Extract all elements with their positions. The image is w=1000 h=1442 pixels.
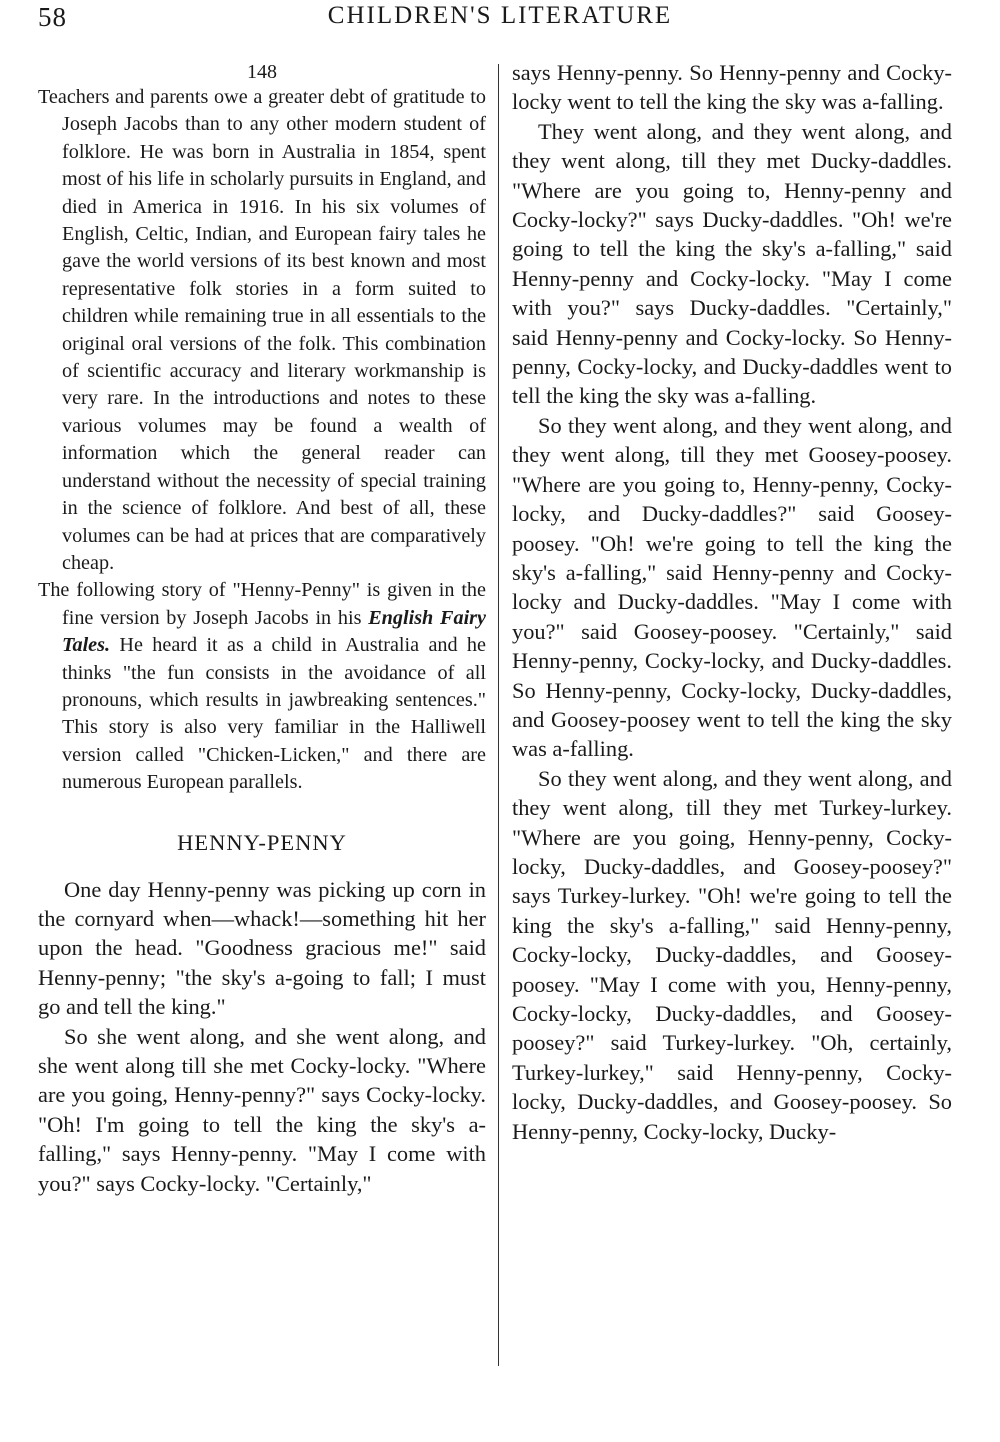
book-title: English Fairy Tales. xyxy=(62,606,486,657)
page-number: 58 xyxy=(38,2,67,32)
right-column xyxy=(512,58,952,1146)
story-title: HENNY-PENNY xyxy=(177,829,347,855)
editor-note: Teachers and parents owe a greater debt of gratitude to Joseph Jacobs than to any other modern student of folklore. He was born in Australia in 1854, spent most of his life in scholarly pursuits in England, and died in America in 1916. In his six volumes of English, Celtic, Indian, and European fairy tales he gave the world versions of its best known and most representative folk stories in a form suited to children while remaining true in all essentials to the original oral versions of the folk. This combination of scientific accuracy and literary workmanship is very rare. In the introductions and notes to these various volumes may be found a wealth of information which the general reader can understand without the necessity of special training in the science of folklore. And best of all, these volumes can be had at prices that are comparatively cheap. xyxy=(38,86,486,574)
left-column xyxy=(38,58,486,1198)
running-title: CHILDREN'S LITERATURE xyxy=(327,2,673,29)
column-divider xyxy=(498,64,499,1366)
note-text-before: The following story of "Henny-Penny" is given in the fine version by Joseph Jacobs in his xyxy=(38,579,486,629)
note-text-after: He heard it as a child in Australia and he thinks "the fun consists in the avoidance of all pronouns, which results in jawbreaking sentences." This story is also very familiar in the Halliwell version called "Chicken-Licken," and there are numerous European parallels. xyxy=(62,634,486,794)
story-paragraph-continued: says Henny-penny. So Henny-penny and Cocky-locky went to tell the king the sky was a-falling. xyxy=(512,60,952,115)
story-paragraph: So she went along, and she went along, and she went along till she met Cocky-locky. "Where are you going, Henny-penny?" says Cocky-locky. "Oh! I'm going to tell the king the sky's a-falling," says Henny-penny. "May I come with you?" says Cocky-locky. "Certainly," xyxy=(38,1023,486,1196)
note-number: 148 xyxy=(247,61,277,83)
story-paragraph: So they went along, and they went along, and they went along, till they met Turkey-lurkey. "Where are you going, Henny-penny, Cocky-locky, Ducky-daddles, and Goosey-poosey?" says Turkey-lurkey. "Oh! we're going to tell the king the sky's a-falling," said Henny-penny, Cocky-locky, Ducky-daddles, and Goosey-poosey. "May I come with you, Henny-penny, Cocky-locky, Ducky-daddles, and Goosey-poosey?" said Turkey-lurkey. "Oh, certainly, Turkey-lurkey," said Henny-penny, Cocky-locky, Ducky-daddles, and Goosey-poosey. So Henny-penny, Cocky-locky, Ducky- xyxy=(512,765,952,1144)
story-paragraph: They went along, and they went along, and they went along, till they met Ducky-daddles. "Where are you going to, Henny-penny and Cocky-locky?" says Ducky-daddles. "Oh! we're going to tell the king the sky's a-falling," said Henny-penny and Cocky-locky. "May I come with you?" says Ducky-daddles. "Certainly," said Henny-penny and Cocky-locky. So Henny-penny, Cocky-locky, and Ducky-daddles went to tell the king the sky was a-falling. xyxy=(512,118,952,409)
editor-note-story-intro xyxy=(38,577,486,796)
story-paragraph: So they went along, and they went along, and they went along, till they met Goosey-poosey. "Where are you going to, Henny-penny, Cocky-locky, and Ducky-daddles?" said Goosey-poosey. "Oh! we're going to tell the king the sky's a-falling," said Henny-penny and Cocky-locky and Ducky-daddles. "May I come with you?" said Goosey-poosey. "Certainly," said Henny-penny, Cocky-locky, and Ducky-daddles. So Henny-penny, Cocky-locky, Ducky-daddles, and Goosey-poosey went to tell the king the sky was a-falling. xyxy=(512,412,952,762)
page-header xyxy=(0,2,1000,36)
story-paragraph: One day Henny-penny was picking up corn in the cornyard when—whack!—something hit her upon the head. "Goodness gracious me!" said Henny-penny; "the sky's a-going to fall; I must go and tell the king." xyxy=(38,876,486,1020)
